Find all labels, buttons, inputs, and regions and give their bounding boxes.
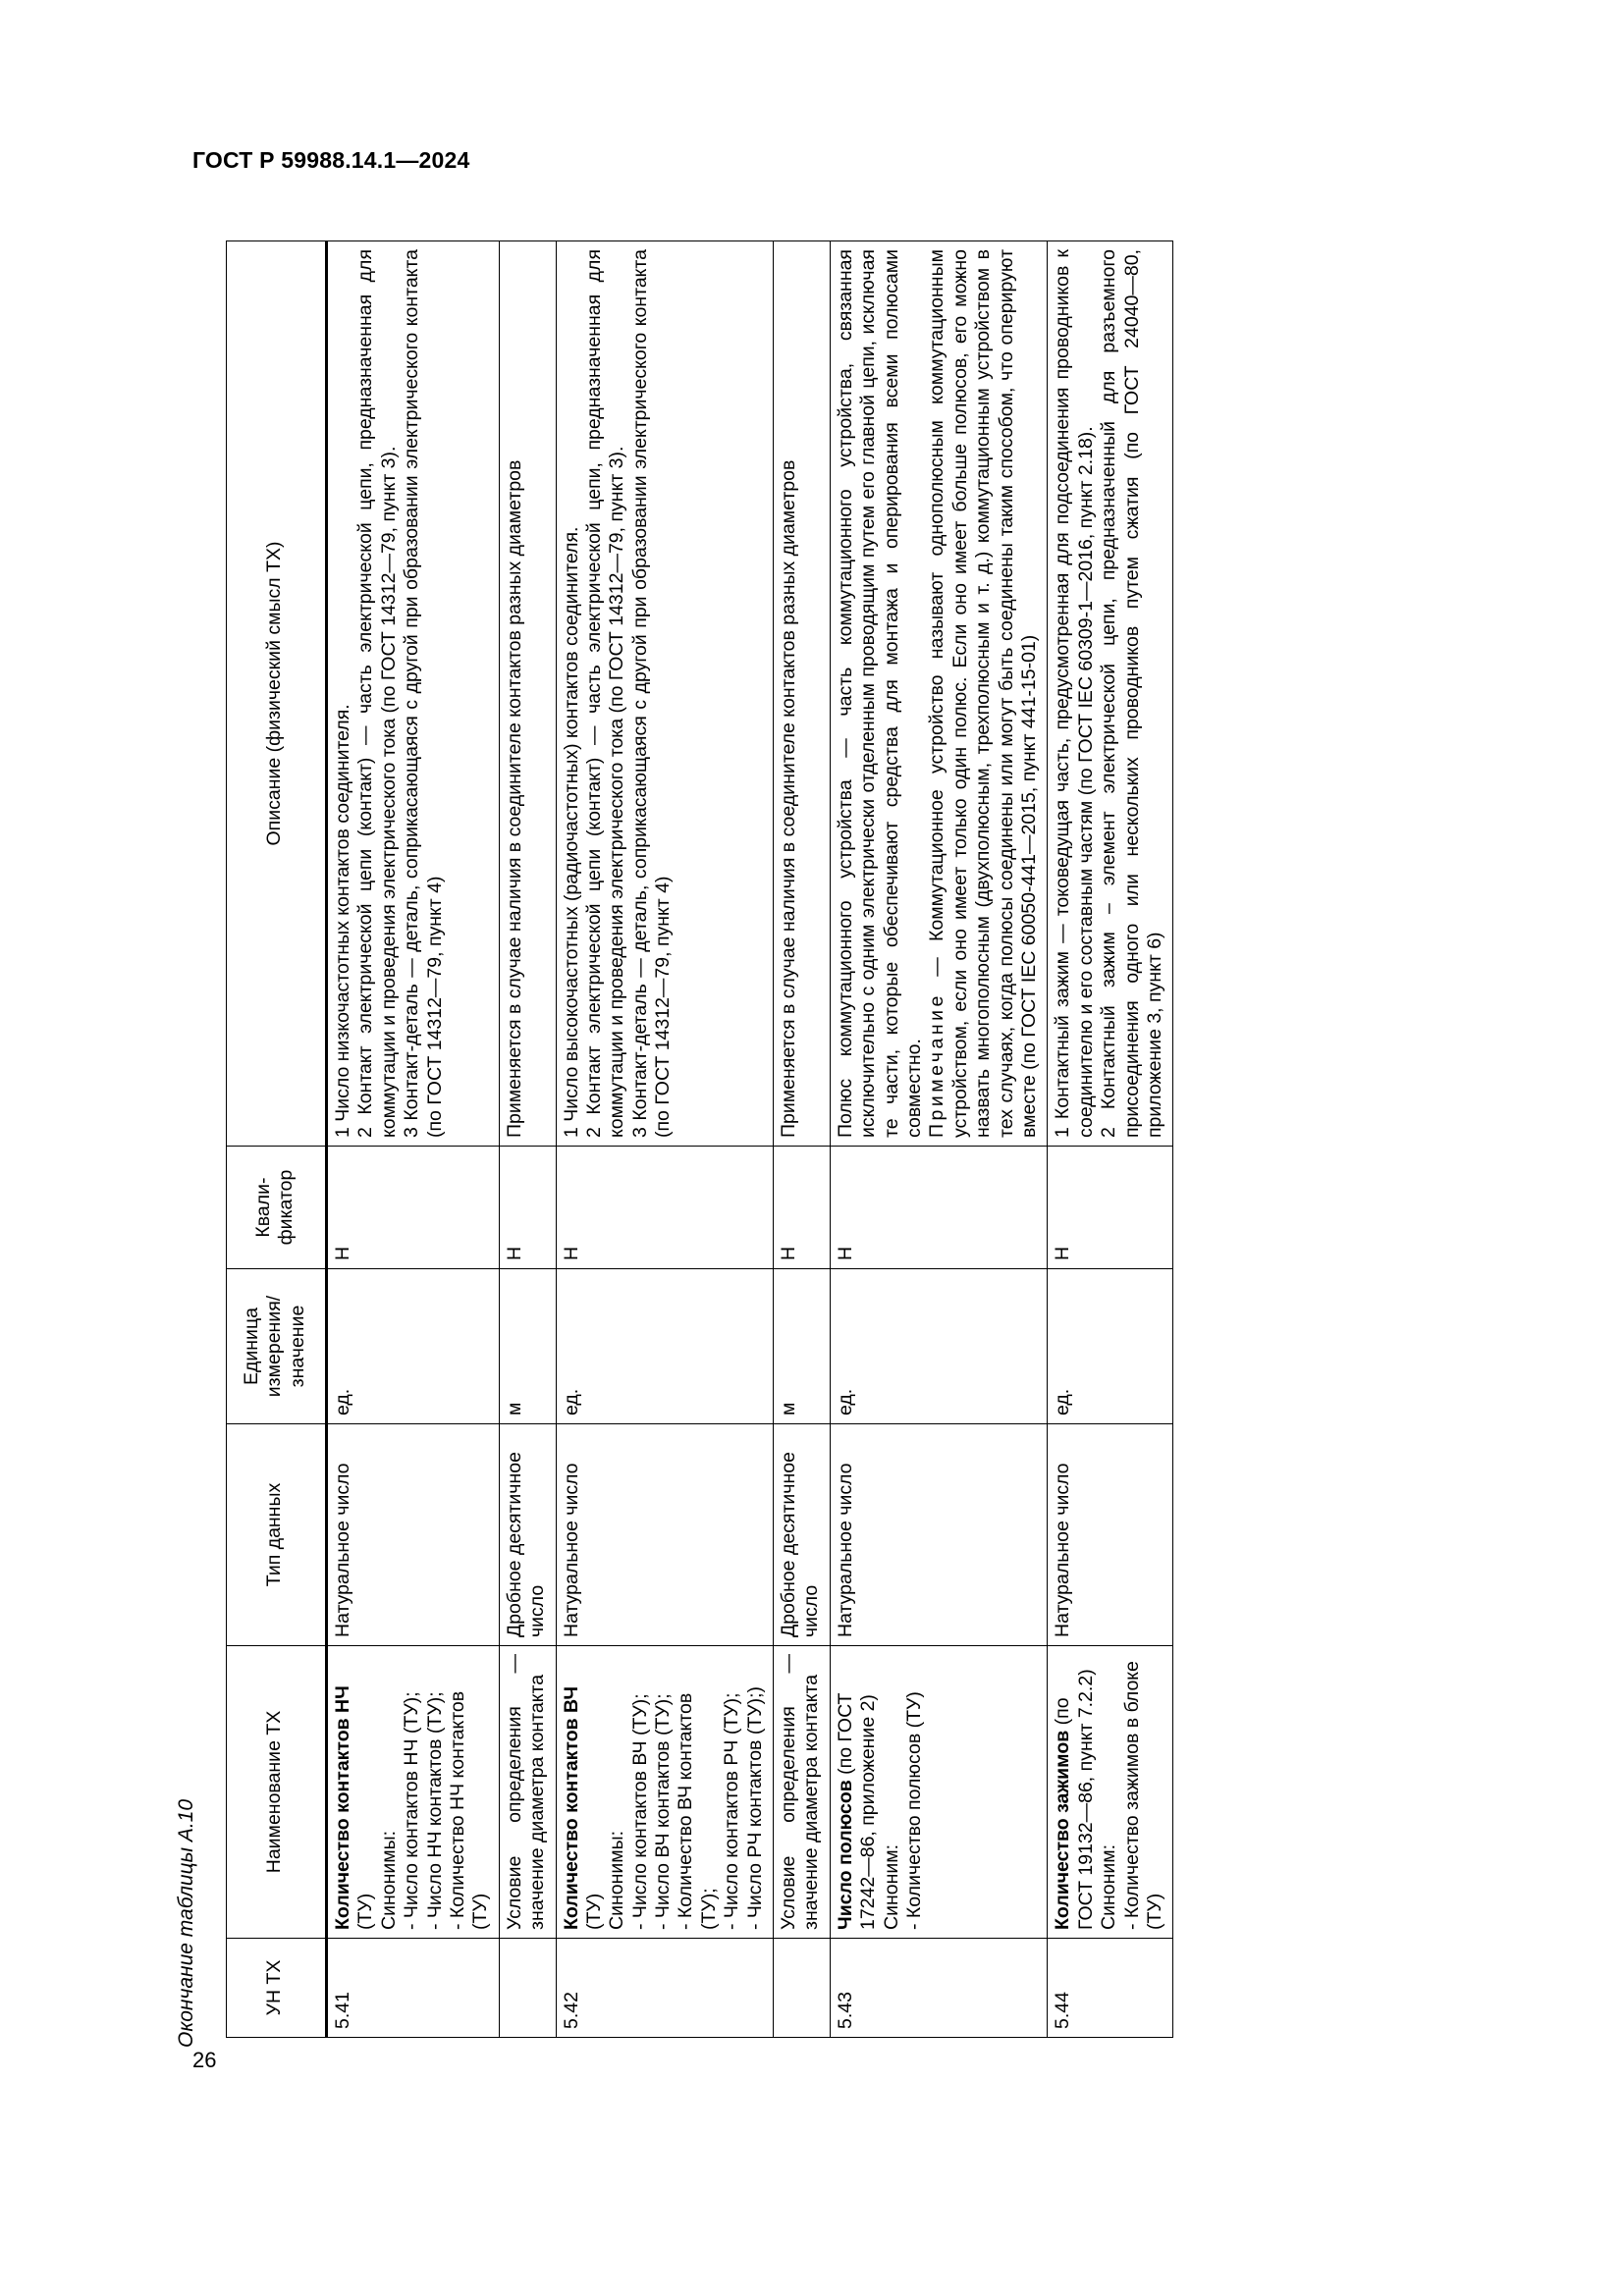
row-name [1048,1646,1173,1939]
note-label: Примечание [926,992,948,1138]
row-condition-type: Дробное десятичное число [774,1424,831,1646]
row-code: 5.44 [1048,1939,1173,2038]
table-row [830,241,1048,2038]
row-code-empty [774,1939,831,2038]
synonym-line: Синонимы: [377,1830,400,1930]
synonym-line: - Число контактов РЧ (ТУ); [721,1692,743,1930]
table-row-condition [499,241,556,2038]
row-unit: ед. [830,1269,1048,1424]
table-row-condition [774,241,831,2038]
synonym-line: - Количество ВЧ контактов (ТУ); [675,1692,720,1930]
row-condition-qualifier: Н [774,1147,831,1269]
rotated-table-area [175,241,1483,2048]
note-text: — Коммутационное устройство называют однополюсным коммутационным устройством, если оно имеет только один полюс. Если оно имеет больше полюсов, его можно назвать многополюсным (двухполюсным, трехполюсным и т. д.) коммутационным устройством в тех случаях, когда полюсы соединены или могут быть соединены таким способом, что оперируют вместе (по ГОСТ IEC 60050-441—2015, пункт 441-15-01) [926,249,1040,1138]
row-description: 1 Число высокочастотных (радиочастотных) контактов соединителя. 2 Контакт электрической цепи (контакт) — часть электрической цепи, предназначенная для коммутации и проведения электрического тока (по ГОСТ 14312—79, пункт 3). 3 Контакт-деталь — деталь, соприкасающаяся с другой при образовании электрического контакта (по ГОСТ 14312—79, пункт 4) [556,241,774,1147]
row-name-title: Количество контактов ВЧ (ТУ) [560,1685,605,1930]
row-type: Натуральное число [830,1424,1048,1646]
synonym-line: Синоним: [880,1843,902,1930]
row-qualifier: Н [327,1147,500,1269]
col-header-qualifier: Квали- фикатор [227,1147,327,1269]
row-condition-unit: м [499,1269,556,1424]
row-description: 1 Число низкочастотных контактов соединителя. 2 Контакт электрической цепи (контакт) — часть электрической цепи, предназначенная для коммутации и проведения электрического тока (по ГОСТ 14312—79, пункт 3). 3 Контакт-деталь — деталь, соприкасающаяся с другой при образовании электрического контакта (по ГОСТ 14312—79, пункт 4) [327,241,500,1147]
row-condition-unit: м [774,1269,831,1424]
row-name-title: Число полюсов (по ГОСТ 17242—86, приложение 2) [834,1692,880,1930]
row-type: Натуральное число [556,1424,774,1646]
row-condition-qualifier: Н [499,1147,556,1269]
col-header-description: Описание (физический смысл ТХ) [227,241,327,1147]
row-name [830,1646,1048,1939]
col-header-name: Наименование ТХ [227,1646,327,1939]
row-condition-description: Применяется в случае наличия в соединителе контактов разных диаметров [774,241,831,1147]
row-code: 5.41 [327,1939,500,2038]
row-name [556,1646,774,1939]
synonym-line: - Число ВЧ контактов (ТУ); [652,1693,675,1930]
row-code-empty [499,1939,556,2038]
row-type: Натуральное число [1048,1424,1173,1646]
row-unit: ед. [556,1269,774,1424]
col-header-type: Тип данных [227,1424,327,1646]
synonym-line: - Количество полюсов (ТУ) [902,1691,925,1930]
row-type: Натуральное число [327,1424,500,1646]
row-condition-description: Применяется в случае наличия в соединителе контактов разных диаметров [499,241,556,1147]
row-qualifier: Н [1048,1147,1173,1269]
synonym-line: - Количество НЧ контактов (ТУ) [446,1690,492,1930]
row-condition-type: Дробное десятичное число [499,1424,556,1646]
synonym-line: Синонимы: [606,1830,628,1930]
row-name [327,1646,500,1939]
row-qualifier: Н [830,1147,1048,1269]
col-header-unit: Единица измерения/ значение [227,1269,327,1424]
synonym-line: - Число НЧ контактов (ТУ); [423,1691,446,1930]
page-number: 26 [192,2048,217,2072]
table-caption: Окончание таблицы А.10 [175,1798,197,2048]
synonym-line: - Число контактов ВЧ (ТУ); [628,1693,651,1930]
row-unit: ед. [1048,1269,1173,1424]
table-row [556,241,774,2038]
synonym-line: - Число РЧ контактов (ТУ);) [743,1685,766,1930]
document-header: ГОСТ Р 59988.14.1—2024 [192,147,470,173]
row-name-title: Количество зажимов (по ГОСТ 19132—86, пункт 7.2.2) [1052,1669,1097,1930]
row-description: 1 Контактный зажим — токоведущая часть, предусмотренная для подсоединения проводников к соединителю и его составным частям (по ГОСТ IEC 60309-1—2016, пункт 2.18). 2 Контактный зажим – элемент электрической цепи, предназначенный для разъемного присоединения одного или нескольких проводников путем сжатия (по ГОСТ 24040—80, приложение 3, пункт 6) [1048,241,1173,1147]
row-code: 5.42 [556,1939,774,2038]
row-name-title: Количество контактов НЧ (ТУ) [332,1685,377,1930]
note-paragraph [926,249,1041,1138]
row-condition-name: Условие определения — значение диаметра контакта [774,1646,831,1939]
row-qualifier: Н [556,1147,774,1269]
characteristics-table [226,240,1173,2038]
row-condition-name: Условие определения — значение диаметра контакта [499,1646,556,1939]
synonym-line: - Количество зажимов в блоке (ТУ) [1120,1661,1165,1930]
synonym-line: Синоним: [1098,1843,1120,1930]
row-unit: ед. [327,1269,500,1424]
table-header-row [227,241,327,2038]
table-row [327,241,500,2038]
col-header-code: УН ТХ [227,1939,327,2038]
row-code: 5.43 [830,1939,1048,2038]
row-description: Полюс коммутационного устройства — часть коммутационного устройства, связанная исключительно с одним электрически отделенным проводящим путем его главной цепи, исключая те части, которые обеспечивают средства для монтажа и оперирования всеми полюсами совместно. Примечание — Коммутационное устройство называют однополюсным коммутационным устройством, если оно имеет только один полюс. Если оно имеет больше полюсов, его можно назвать многополюсным (двухполюсным, трехполюсным и т. д.) коммутационным устройством в тех случаях, когда полюсы соединены или могут быть соединены таким способом, что оперируют вместе (по ГОСТ IEC 60050-441—2015, пункт 441-15-01) [830,241,1048,1147]
synonym-line: - Число контактов НЧ (ТУ); [401,1691,423,1930]
table-row [1048,241,1173,2038]
